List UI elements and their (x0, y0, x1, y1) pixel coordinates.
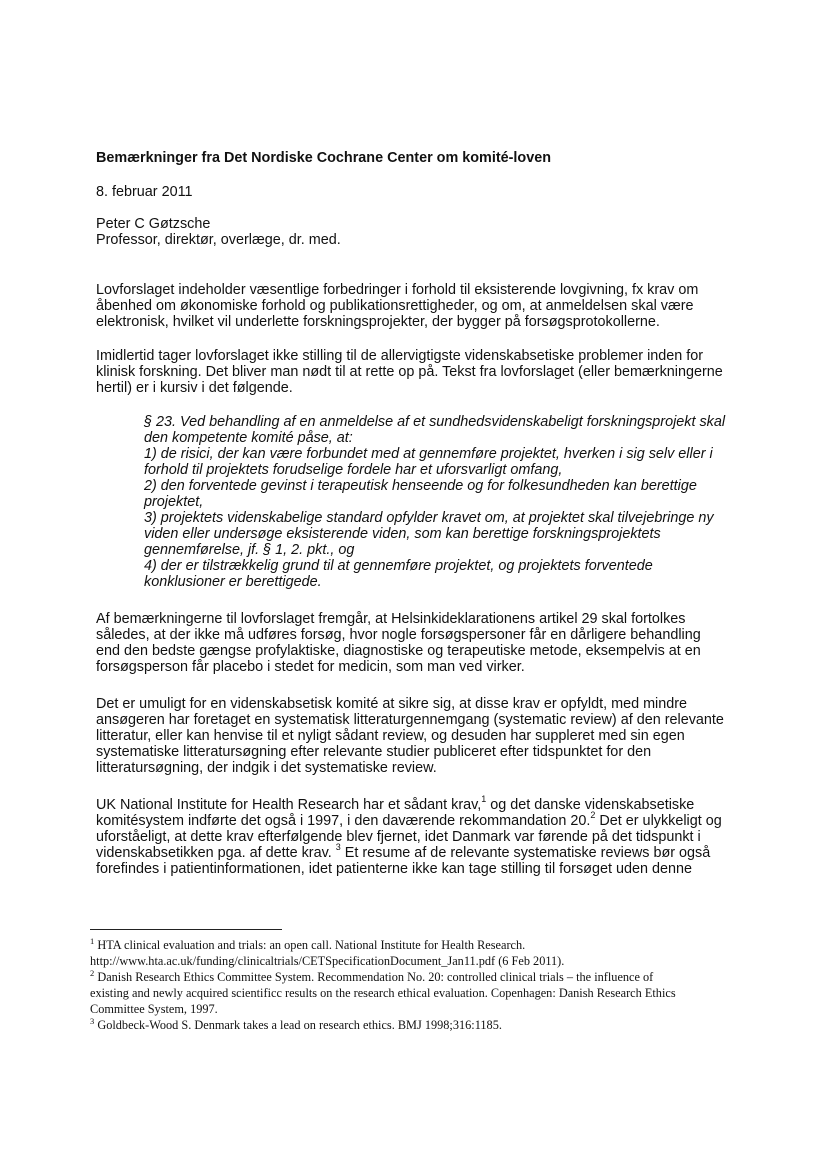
paragraph-line (96, 794, 746, 813)
footnote-number: 3 (90, 1015, 95, 1026)
footnote-ref-3[interactable]: 3 (335, 842, 341, 853)
paragraph-line: åbenhed om økonomiske forhold og publikationsrettigheder, og om, at anmeldelsen skal være (96, 298, 694, 314)
text-span: videnskabsetikken pga. af dette krav. (96, 845, 336, 861)
paragraph-line: således, at der ikke må udføres forsøg, hvor nogle forsøgspersoner får en dårligere behandling (96, 627, 701, 643)
paragraph-line: elektronisk, hvilket vil underlette forskningsprojekter, der bygger på forsøgsprotokollerne. (96, 314, 660, 330)
paragraph-line: ansøgeren har foretaget en systematisk litteraturgennemgang (systematic review) af den relevante (96, 712, 724, 728)
paragraph-line: litteratursøgning, der indgik i det systematiske review. (96, 760, 437, 776)
author-block (96, 216, 341, 248)
text-span: Et resume af de relevante systematiske reviews bør også (340, 845, 711, 861)
quote-line: viden eller undersøge eksisterende viden, som kan berettige forskningsprojektets (144, 526, 661, 542)
paragraph-line: hertil) er i kursiv i det følgende. (96, 380, 293, 396)
quote-line: 3) projektets videnskabelige standard opfylder kravet om, at projektet skal tilvejebringe ny (144, 510, 714, 526)
footnote-2-line: Committee System, 1997. (90, 1002, 218, 1016)
paragraph-line: Lovforslaget indeholder væsentlige forbedringer i forhold til eksisterende lovgivning, fx krav om (96, 282, 699, 298)
footnote-number: 1 (90, 935, 95, 946)
paragraph-1 (96, 282, 746, 330)
quote-line: 4) der er tilstrækkelig grund til at gennemføre projektet, og projektets forventede (144, 558, 653, 574)
quote-line: gennemførelse, jf. § 1, 2. pkt., og (144, 542, 355, 558)
footnote-1-url[interactable]: http://www.hta.ac.uk/funding/clinicaltrials/CETSpecificationDocument_Jan11.pdf (6 Feb 2011). (90, 954, 565, 968)
paragraph-line: litteratur, eller kan henvise til et nyligt sådant review, og desuden har suppleret med sin egen (96, 728, 685, 744)
quote-line: § 23. Ved behandling af en anmeldelse af et sundhedsvidenskabeligt forskningsprojekt skal (144, 414, 726, 430)
footnote-3-line (90, 1017, 740, 1033)
author-position: Professor, direktør, overlæge, dr. med. (96, 232, 341, 248)
paragraph-3 (96, 611, 746, 675)
paragraph-2 (96, 348, 746, 396)
text-span: UK National Institute for Health Research har et sådant krav, (96, 797, 482, 813)
paragraph-4 (96, 696, 746, 776)
footnote-ref-2[interactable]: 2 (590, 810, 596, 821)
law-quote (144, 414, 764, 590)
footnote-ref-1[interactable]: 1 (481, 794, 487, 805)
paragraph-line (96, 810, 746, 829)
quote-line: 1) de risici, der kan være forbundet med at gennemføre projektet, hverken i sig selv eller i (144, 446, 713, 462)
quote-line: konklusioner er berettigede. (144, 574, 322, 590)
paragraph-line (96, 842, 746, 861)
text-span: komitésystem indførte det også i 1997, i den daværende rekommandation 20. (96, 813, 591, 829)
quote-line: forhold til projektets forudselige fordele har et uforsvarligt omfang, (144, 462, 563, 478)
paragraph-line: forsøgsperson får placebo i stedet for medicin, som man ved virker. (96, 659, 525, 675)
paragraph-line: uforståeligt, at dette krav efterfølgende blev fjernet, idet Danmark var førende på det tidspunkt i (96, 829, 701, 845)
document-title: Bemærkninger fra Det Nordiske Cochrane Center om komité-loven (96, 150, 552, 166)
paragraph-5 (96, 794, 746, 877)
paragraph-line: Af bemærkningerne til lovforslaget fremgår, at Helsinkideklarationens artikel 29 skal fortolkes (96, 611, 686, 627)
footnotes (90, 937, 740, 1033)
author-name: Peter C Gøtzsche (96, 216, 211, 232)
paragraph-line: forefindes i patientinformationen, idet patienterne ikke kan tage stilling til forsøget uden denne (96, 861, 692, 877)
footnote-separator (90, 929, 282, 930)
quote-line: projektet, (144, 494, 204, 510)
footnote-2-line (90, 969, 740, 985)
quote-line: 2) den forventede gevinst i terapeutisk henseende og for folkesundheden kan berettige (144, 478, 697, 494)
document-date: 8. februar 2011 (96, 184, 193, 200)
footnote-2-line: existing and newly acquired scientificc results on the research ethical evaluation. Copenhagen: Danish Research Ethics (90, 986, 676, 1000)
paragraph-line: klinisk forskning. Det bliver man nødt til at rette op på. Tekst fra lovforslaget (eller bemærkningerne (96, 364, 723, 380)
footnote-text: Goldbeck-Wood S. Denmark takes a lead on research ethics. BMJ 1998;316:1185. (94, 1018, 502, 1032)
footnote-1-line (90, 937, 740, 953)
paragraph-line: systematiske litteratursøgning efter relevante studier publiceret efter tidspunktet for den (96, 744, 652, 760)
text-span: og det danske videnskabsetiske (486, 797, 695, 813)
footnote-text: HTA clinical evaluation and trials: an open call. National Institute for Health Research. (94, 938, 526, 952)
paragraph-line: Imidlertid tager lovforslaget ikke stilling til de allervigtigste videnskabsetiske problemer inden for (96, 348, 704, 364)
footnote-text: Danish Research Ethics Committee System. Recommendation No. 20: controlled clinical trials – the influence of (94, 970, 654, 984)
quote-line: den kompetente komité påse, at: (144, 430, 353, 446)
footnote-number: 2 (90, 967, 95, 978)
text-span: Det er ulykkeligt og (595, 813, 722, 829)
paragraph-line: Det er umuligt for en videnskabsetisk komité at sikre sig, at disse krav er opfyldt, med mindre (96, 696, 688, 712)
paragraph-line: end den bedste gængse profylaktiske, diagnostiske og terapeutiske metode, eksempelvis at en (96, 643, 701, 659)
